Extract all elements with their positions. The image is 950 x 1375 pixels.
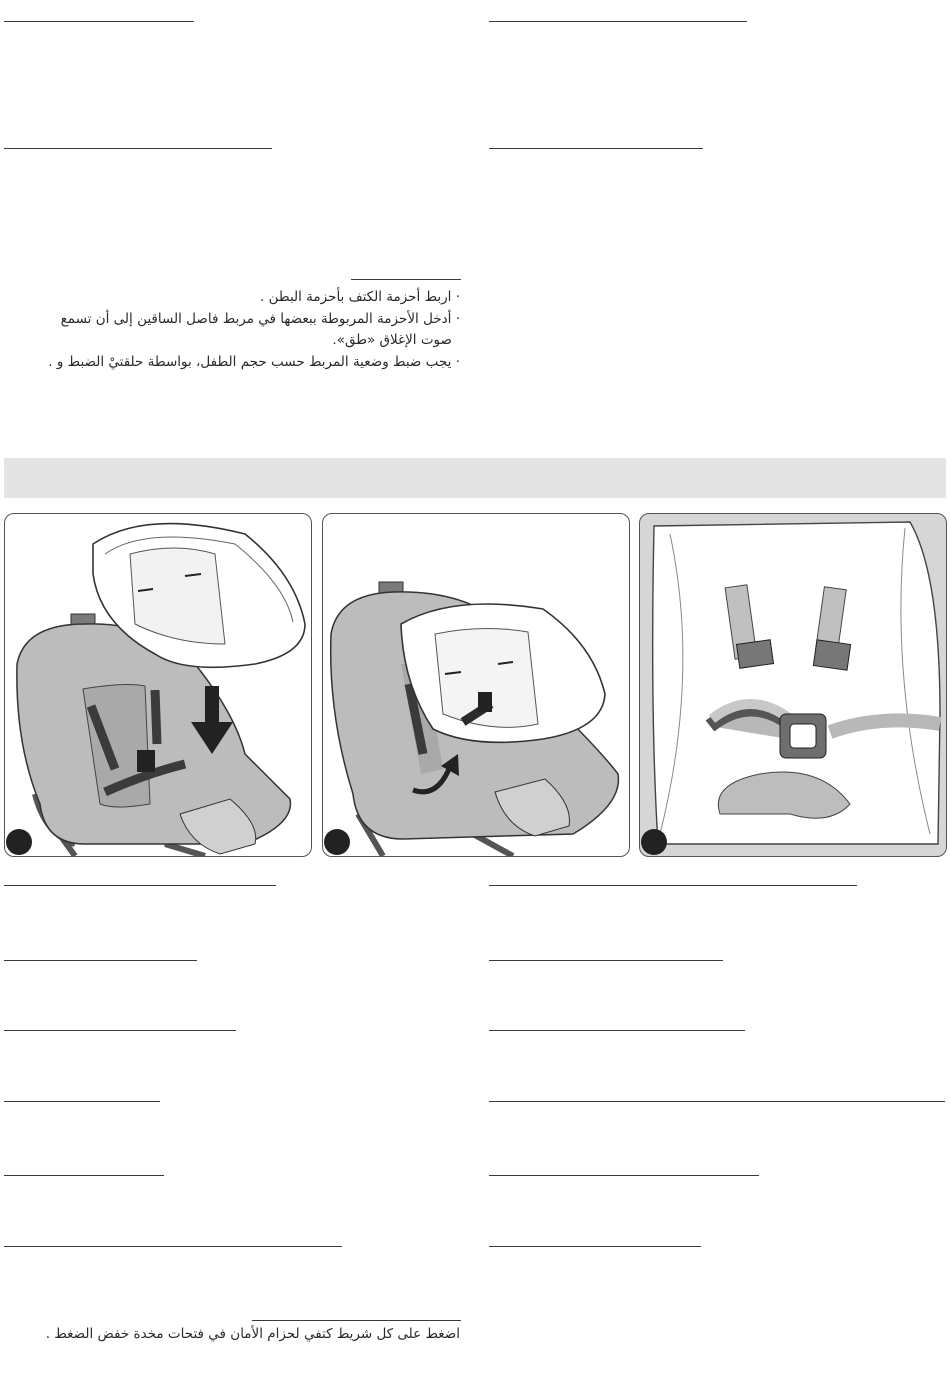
figure-2-illustration: [323, 514, 629, 856]
figure-step-3: [639, 513, 947, 857]
instruction-line-3: صوت الإغلاق «طق».: [332, 332, 452, 348]
instruction-line-1: · اربط أحزمة الكتف بأحزمة البطن .: [260, 289, 460, 305]
section-rule: [489, 960, 723, 961]
figure-step-1: [4, 513, 312, 857]
section-rule: [4, 148, 272, 149]
step-badge-2: [324, 829, 350, 855]
instruction-line-2: · أدخل الأحزمة المربوطة ببعضها في مربط فاصل الساقين إلى أن تسمع: [60, 311, 460, 327]
figure-step-2: [322, 513, 630, 857]
section-rule: [489, 885, 857, 886]
section-rule: [489, 21, 747, 22]
section-rule: [489, 148, 703, 149]
section-rule: [489, 1030, 745, 1031]
instruction-bottom: اضغط على كل شريط كتفي لحزام الأمان في فتحات مخدة خفض الضغط .: [45, 1326, 460, 1342]
section-rule: [4, 960, 197, 961]
step-badge-1: [6, 829, 32, 855]
figure-1-illustration: [5, 514, 311, 856]
section-rule: [489, 1101, 945, 1102]
section-rule: [4, 21, 194, 22]
section-rule: [4, 1175, 164, 1176]
section-rule: [4, 1246, 342, 1247]
figure-3-illustration: [640, 514, 946, 856]
step-badge-3: [641, 829, 667, 855]
section-band: [4, 458, 946, 498]
section-rule: [4, 1030, 236, 1031]
instruction-line-4: · يجب ضبط وضعية المربط حسب حجم الطفل، بواسطة حلقتيْ الضبط و .: [48, 354, 460, 370]
section-rule: [4, 885, 276, 886]
bottom-heading-rule: [252, 1320, 461, 1321]
instructions-heading-rule: [351, 279, 461, 280]
section-rule: [489, 1246, 701, 1247]
section-rule: [489, 1175, 759, 1176]
section-rule: [4, 1101, 160, 1102]
